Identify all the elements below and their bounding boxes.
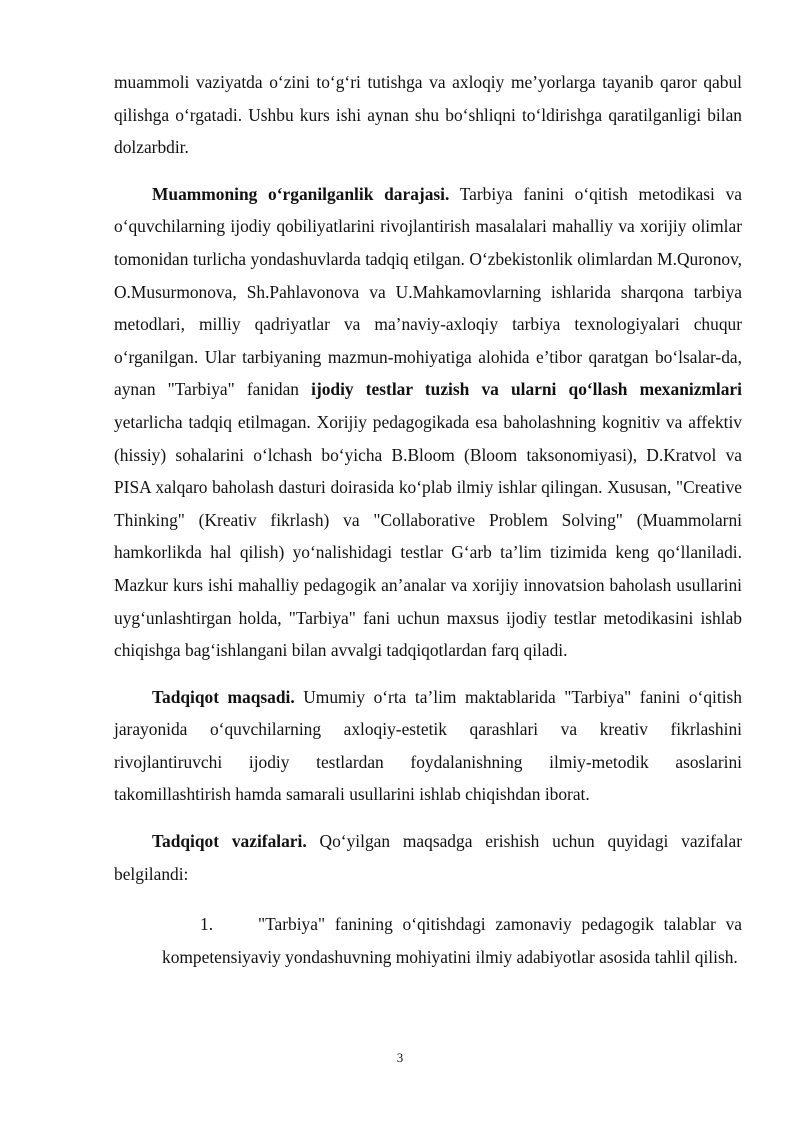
list-item [162, 908, 742, 973]
heading-research-level: Muammoning o‘rganilganlik darajasi. [152, 183, 450, 204]
list-item-number: 1. [200, 914, 214, 935]
list-item-text: "Tarbiya" fanining o‘qitishdagi zamonaviy pedagogik talablar va kompetensiyaviy yondashuvning mohiyatini ilmiy adabiyotlar asosida tahlil qilish. [162, 914, 742, 967]
research-goal-text: Umumiy o‘rta ta’lim maktablarida "Tarbiya" fanini o‘qitish jarayonida o‘quvchilarning axloqiy-estetik qarashlari va kreativ fikrlashini rivojlantiruvchi ijodiy testlardan foydalanishning ilmiy-metodik asoslarini takomillashtirish hamda samarali usullarini ishlab chiqishdan iborat. [114, 686, 743, 805]
heading-research-goal: Tadqiqot maqsadi. [152, 686, 295, 707]
paragraph-research-level [114, 178, 742, 667]
research-level-bold-phrase: ijodiy testlar tuzish va ularni qo‘llash mexanizmlari [311, 379, 742, 400]
paragraph-research-goal [114, 681, 742, 811]
paragraph-intro-continued: muammoli vaziyatda o‘zini to‘g‘ri tutishga va axloqiy me’yorlarga tayanib qaror qabul qilishga o‘rgatadi. Ushbu kurs ishi aynan shu bo‘shliqni to‘ldirishga qaratilganligi bilan dolzarbdir. [114, 72, 742, 158]
page-body [114, 66, 742, 973]
research-tasks-text: Qo‘yilgan maqsadga erishish uchun quyidagi vazifalar belgilandi: [114, 831, 742, 884]
paragraph-research-tasks [114, 825, 742, 890]
research-level-text-b: yetarlicha tadqiq etilmagan. Xorijiy pedagogikada esa baholashning kognitiv va affektiv (hissiy) sohalarini o‘lchash bo‘yicha B.Bloom (Bloom taksonomiyasi), D.Kratvol va PISA xalqaro baholash dasturi doirasida ko‘plab ilmiy ishlar qilingan. Xususan, "Creative Thinking" (Kreativ fikrlash) va "Collaborative Problem Solving" (Muammolarni hamkorlikda hal qilish) yo‘nalishidagi testlar G‘arb ta’lim tizimida keng qo‘llaniladi. Mazkur kurs ishi mahalliy pedagogik an’analar va xorijiy innovatsion baholash usullarini uyg‘unlashtirgan holda, "Tarbiya" fani uchun maxsus ijodiy testlar metodikasini ishlab chiqishga bag‘ishlangani bilan avvalgi tadqiqotlardan farq qiladi. [114, 411, 742, 661]
research-level-text-a: Tarbiya fanini o‘qitish metodikasi va o‘quvchilarning ijodiy qobiliyatlarini rivojlantirish masalalari mahalliy va xorijiy olimlar tomonidan turlicha yondashuvlarda tadqiq etilgan. O‘zbekistonlik olimlardan M.Quronov, O.Musurmonova, Sh.Pahlavonova va U.Mahkamovlarning ishlarida sharqona tarbiya metodlari, milliy qadriyatlar va ma’naviy-axloqiy tarbiya texnologiyalari chuqur o‘rganilgan. Ular tarbiyaning mazmun-mohiyatiga alohida e’tibor qaratgan bo‘lsalar-da, aynan "Tarbiya" fanidan [114, 183, 743, 400]
heading-research-tasks: Tadqiqot vazifalari. [152, 831, 307, 852]
page-number: 3 [396, 1050, 404, 1065]
